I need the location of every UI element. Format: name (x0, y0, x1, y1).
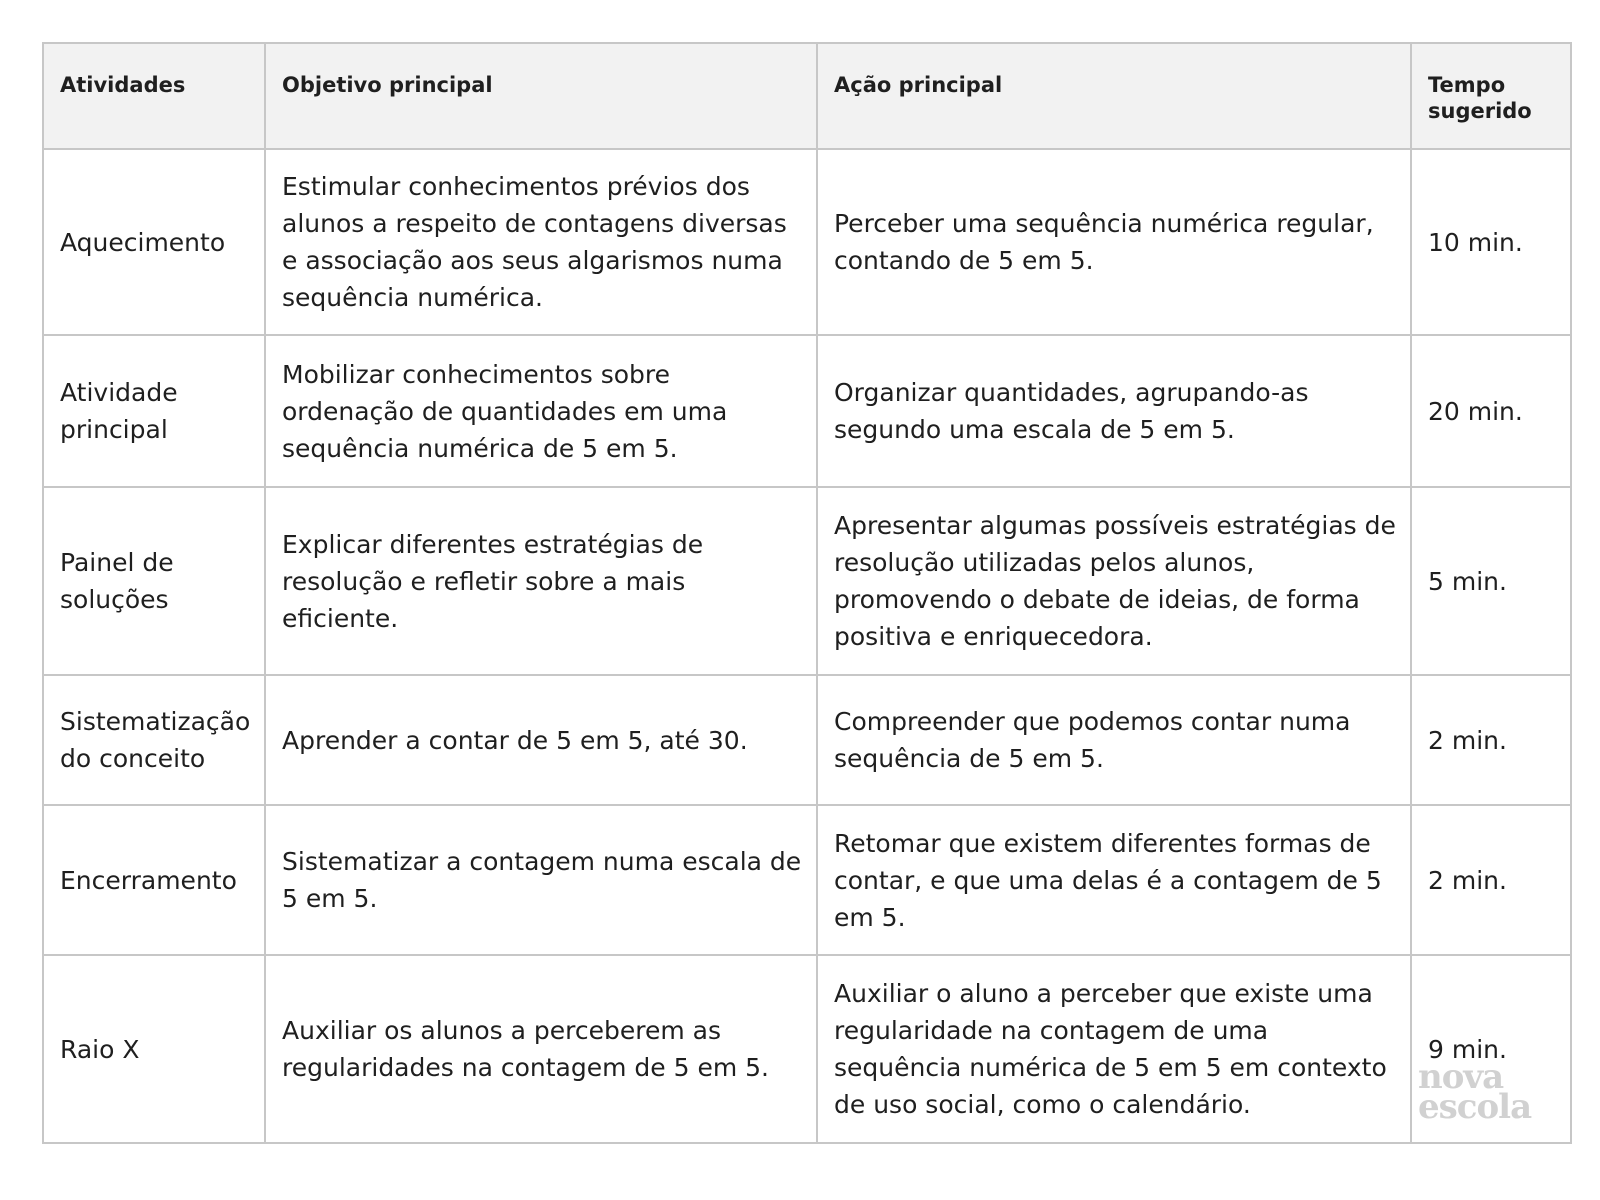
cell-objetivo: Sistematizar a contagem numa escala de 5 em 5. (265, 805, 817, 955)
cell-tempo: 5 min. (1411, 487, 1571, 675)
cell-atividade: Aquecimento (43, 149, 265, 335)
header-tempo-line2: sugerido (1428, 99, 1532, 123)
lesson-plan-table (42, 42, 1572, 1144)
header-tempo-line1: Tempo (1428, 73, 1506, 97)
cell-atividade: Sistematização do conceito (43, 675, 265, 805)
cell-atividade: Encerramento (43, 805, 265, 955)
cell-tempo: 2 min. (1411, 805, 1571, 955)
table-header-row (43, 43, 1571, 149)
cell-atividade: Atividade principal (43, 335, 265, 487)
header-acao-principal: Ação principal (817, 43, 1411, 149)
header-tempo-sugerido (1411, 43, 1571, 149)
cell-acao: Perceber uma sequência numérica regular, contando de 5 em 5. (817, 149, 1411, 335)
table-row (43, 675, 1571, 805)
table-row (43, 487, 1571, 675)
cell-tempo: 2 min. (1411, 675, 1571, 805)
table-row (43, 335, 1571, 487)
cell-objetivo: Explicar diferentes estratégias de resolução e refletir sobre a mais eficiente. (265, 487, 817, 675)
cell-acao: Retomar que existem diferentes formas de contar, e que uma delas é a contagem de 5 em 5. (817, 805, 1411, 955)
cell-acao: Organizar quantidades, agrupando-as segundo uma escala de 5 em 5. (817, 335, 1411, 487)
cell-atividade: Raio X (43, 955, 265, 1143)
lesson-plan-table-container (42, 42, 1570, 1144)
cell-acao: Compreender que podemos contar numa sequência de 5 em 5. (817, 675, 1411, 805)
table-row (43, 955, 1571, 1143)
cell-objetivo: Mobilizar conhecimentos sobre ordenação de quantidades em uma sequência numérica de 5 em 5. (265, 335, 817, 487)
cell-tempo: 20 min. (1411, 335, 1571, 487)
cell-tempo: 9 min. (1411, 955, 1571, 1143)
header-objetivo-principal: Objetivo principal (265, 43, 817, 149)
table-row (43, 805, 1571, 955)
cell-acao: Apresentar algumas possíveis estratégias de resolução utilizadas pelos alunos, promovendo o debate de ideias, de forma positiva e enriquecedora. (817, 487, 1411, 675)
cell-objetivo: Auxiliar os alunos a perceberem as regularidades na contagem de 5 em 5. (265, 955, 817, 1143)
cell-objetivo: Estimular conhecimentos prévios dos alunos a respeito de contagens diversas e associação aos seus algarismos numa sequência numérica. (265, 149, 817, 335)
cell-atividade: Painel de soluções (43, 487, 265, 675)
header-atividades: Atividades (43, 43, 265, 149)
cell-objetivo: Aprender a contar de 5 em 5, até 30. (265, 675, 817, 805)
table-row (43, 149, 1571, 335)
cell-acao: Auxiliar o aluno a perceber que existe uma regularidade na contagem de uma sequência numérica de 5 em 5 em contexto de uso social, como o calendário. (817, 955, 1411, 1143)
watermark-line1: nova (1418, 1057, 1504, 1097)
cell-tempo: 10 min. (1411, 149, 1571, 335)
watermark-line2: escola (1418, 1087, 1532, 1127)
